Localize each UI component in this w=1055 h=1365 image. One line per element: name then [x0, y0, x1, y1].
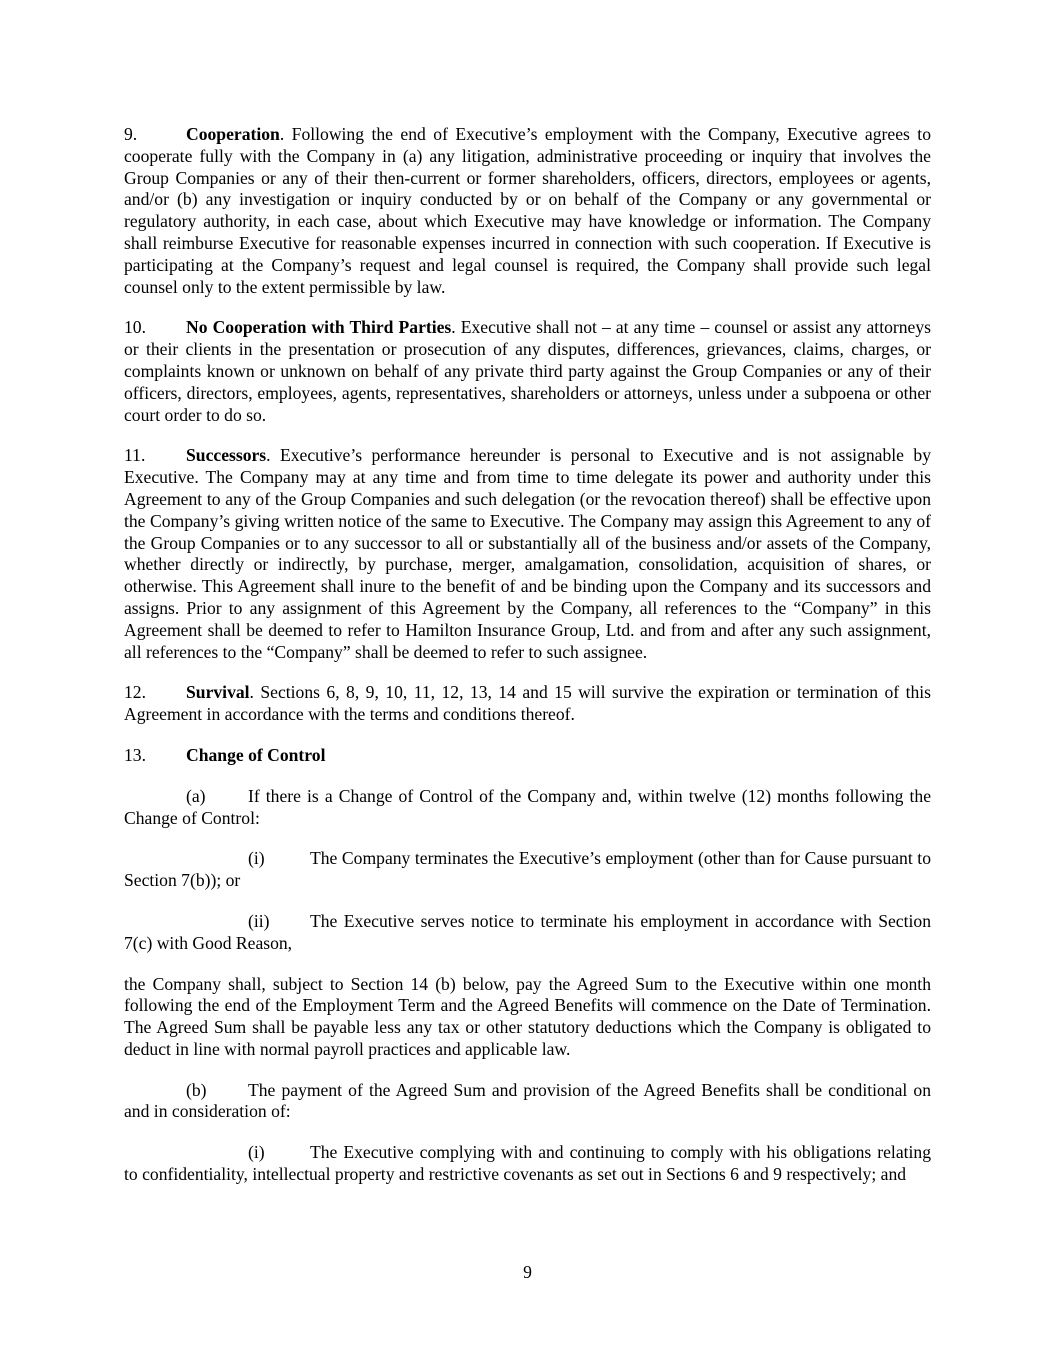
section-13b [124, 1080, 931, 1124]
section-number: 10. [124, 317, 146, 338]
clause-label: (ii) [248, 910, 270, 931]
section-number: 11. [124, 445, 146, 466]
section-13a [124, 786, 931, 830]
clause-text: The Company terminates the Executive’s employment (other than for Cause pursuant to Section 7(b)); or [124, 848, 931, 891]
section-13b-i [124, 1142, 931, 1186]
section-heading: Change of Control [186, 744, 326, 765]
section-heading: No Cooperation with Third Parties [186, 317, 452, 338]
clause-text: If there is a Change of Control of the Company and, within twelve (12) months following the Change of Control: [124, 785, 931, 828]
section-number: 13. [124, 744, 146, 765]
section-13-heading [124, 745, 931, 767]
section-text: . Sections 6, 8, 9, 10, 11, 12, 13, 14 and 15 will survive the expiration or termination of this Agreement in accordance with the terms and conditions thereof. [124, 682, 931, 725]
section-13a-ii [124, 911, 931, 955]
section-9 [124, 124, 931, 298]
section-13a-i [124, 848, 931, 892]
section-number: 9. [124, 124, 138, 144]
section-13a-tail: the Company shall, subject to Section 14 (b) below, pay the Agreed Sum to the Executive within one month following the end of the Employment Term and the Agreed Benefits will commence on the Date of Termination. The Agreed Sum shall be payable less any tax or other statutory deductions which the Company is obligated to deduct in line with normal payroll practices and applicable law. [124, 973, 931, 1059]
section-12 [124, 682, 931, 726]
section-text: . Executive’s performance hereunder is personal to Executive and is not assignable by Executive. The Company may at any time and from time to time delegate its power and authority under this Agreement to any of the Group Companies and such delegation (or the revocation thereof) shall be effective upon the Company’s giving written notice of the same to Executive. The Company may assign this Agreement to any of the Group Companies or to any successor to all or substantially all of the business and/or assets of the Company, whether directly or indirectly, by purchase, merger, amalgamation, consolidation, acquisition of shares, or otherwise. This Agreement shall inure to the benefit of and be binding upon the Company and its successors and assigns. Prior to any assignment of this Agreement by the Company, all references to the “Company” in this Agreement shall be deemed to refer to Hamilton Insurance Group, Ltd. and from and after any such assignment, all references to the “Company” shall be deemed to refer to such assignee. [124, 445, 931, 662]
section-11 [124, 445, 931, 663]
clause-label: (a) [186, 785, 206, 806]
section-10 [124, 317, 931, 426]
section-heading: Survival [186, 682, 250, 703]
section-text: . Following the end of Executive’s employment with the Company, Executive agrees to cooperate fully with the Company in (a) any litigation, administrative proceeding or inquiry that involves the Group Companies or any of their then-current or former shareholders, officers, directors, employees or agents, and/or (b) any investigation or inquiry conducted by or on behalf of the Company or any governmental or regulatory authority, in each case, about which Executive may have knowledge or information. The Company shall reimburse Executive for reasonable expenses incurred in connection with such cooperation. If Executive is participating at the Company’s request and legal counsel is required, the Company shall provide such legal counsel only to the extent permissible by law. [124, 124, 931, 297]
section-heading: Successors [186, 445, 267, 466]
clause-text: The Executive serves notice to terminate his employment in accordance with Section 7(c) with Good Reason, [124, 910, 931, 953]
page-number: 9 [523, 1262, 532, 1282]
document-page [124, 124, 931, 1205]
clause-text: The Executive complying with and continuing to comply with his obligations relating to confidentiality, intellectual property and restrictive covenants as set out in Sections 6 and 9 respectively; and [124, 1142, 931, 1185]
clause-label: (i) [248, 848, 265, 869]
section-number: 12. [124, 682, 146, 703]
section-heading: Cooperation [186, 124, 280, 144]
section-text: . Executive shall not – at any time – counsel or assist any attorneys or their clients in the presentation or prosecution of any disputes, differences, grievances, claims, charges, or complaints known or unknown on behalf of any private third party against the Group Companies or any of their officers, directors, employees, agents, representatives, shareholders or attorneys, unless under a subpoena or other court order to do so. [124, 317, 931, 425]
clause-label: (b) [186, 1079, 207, 1100]
clause-text: The payment of the Agreed Sum and provision of the Agreed Benefits shall be conditional on and in consideration of: [124, 1079, 931, 1122]
clause-label: (i) [248, 1142, 265, 1163]
